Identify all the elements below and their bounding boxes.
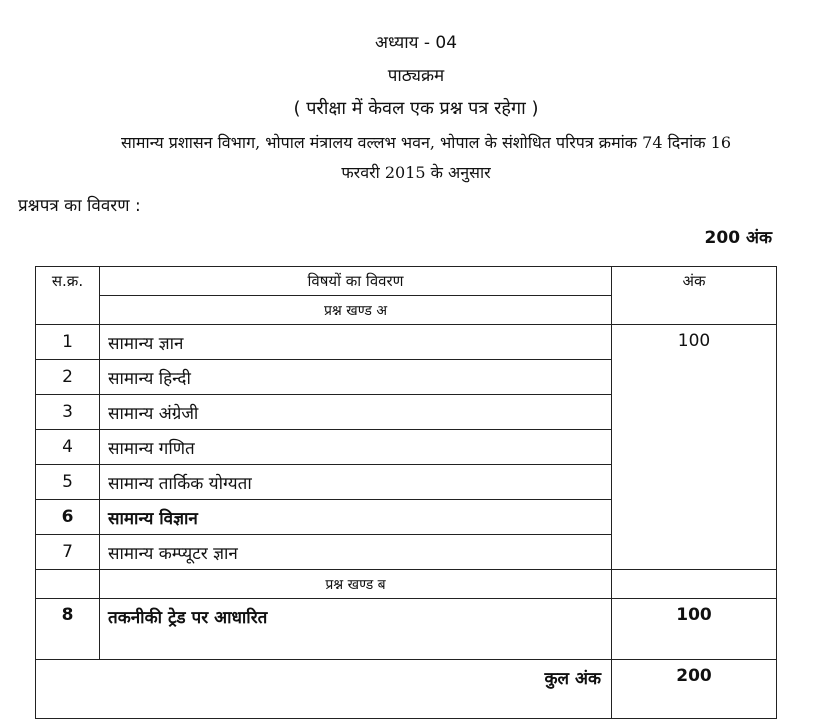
- reference-line-1: सामान्य प्रशासन विभाग, भोपाल मंत्रालय वल्लभ भवन, भोपाल के संशोधित परिपत्र क्रमांक 74 दिनांक 16: [120, 133, 732, 152]
- section-b-label: प्रश्न खण्ड ब: [100, 570, 612, 599]
- row-subject: तकनीकी ट्रेड पर आधारित: [100, 599, 612, 660]
- row-subject: सामान्य गणित: [100, 430, 612, 465]
- table-row: [36, 599, 777, 660]
- row-subject: सामान्य हिन्दी: [100, 360, 612, 395]
- syllabus-heading: पाठ्यक्रम: [387, 66, 445, 86]
- total-marks-heading: 200 अंक: [704, 228, 772, 248]
- row-sno: 2: [36, 360, 100, 395]
- row-subject: सामान्य विज्ञान: [100, 500, 612, 535]
- row-sno: 6: [36, 500, 100, 535]
- section-a-label: प्रश्न खण्ड अ: [100, 296, 612, 325]
- row-sno: 5: [36, 465, 100, 500]
- row-sno: 7: [36, 535, 100, 570]
- section-b-marks: 100: [612, 599, 777, 660]
- total-row: [36, 660, 777, 719]
- col-header-sno: स.क्र.: [36, 267, 100, 325]
- row-subject: सामान्य कम्प्यूटर ज्ञान: [100, 535, 612, 570]
- row-subject: सामान्य तार्किक योग्यता: [100, 465, 612, 500]
- paper-detail-label: प्रश्नपत्र का विवरण :: [18, 196, 141, 216]
- col-header-subject: विषयों का विवरण: [100, 267, 612, 296]
- table-row: [36, 325, 777, 360]
- section-b-row: [36, 570, 777, 599]
- reference-line-2: फरवरी 2015 के अनुसार: [341, 163, 491, 182]
- row-sno: 3: [36, 395, 100, 430]
- row-subject: सामान्य ज्ञान: [100, 325, 612, 360]
- row-sno: 1: [36, 325, 100, 360]
- total-value: 200: [612, 660, 777, 719]
- total-label: कुल अंक: [36, 660, 612, 719]
- syllabus-table: [35, 266, 777, 719]
- exam-note: ( परीक्षा में केवल एक प्रश्न पत्र रहेगा ): [293, 98, 539, 119]
- row-sno: 8: [36, 599, 100, 660]
- section-a-marks: 100: [612, 325, 777, 570]
- table-header-row: [36, 267, 777, 296]
- row-sno: 4: [36, 430, 100, 465]
- row-subject: सामान्य अंग्रेजी: [100, 395, 612, 430]
- chapter-heading: अध्याय - 04: [374, 33, 458, 53]
- col-header-marks: अंक: [612, 267, 777, 325]
